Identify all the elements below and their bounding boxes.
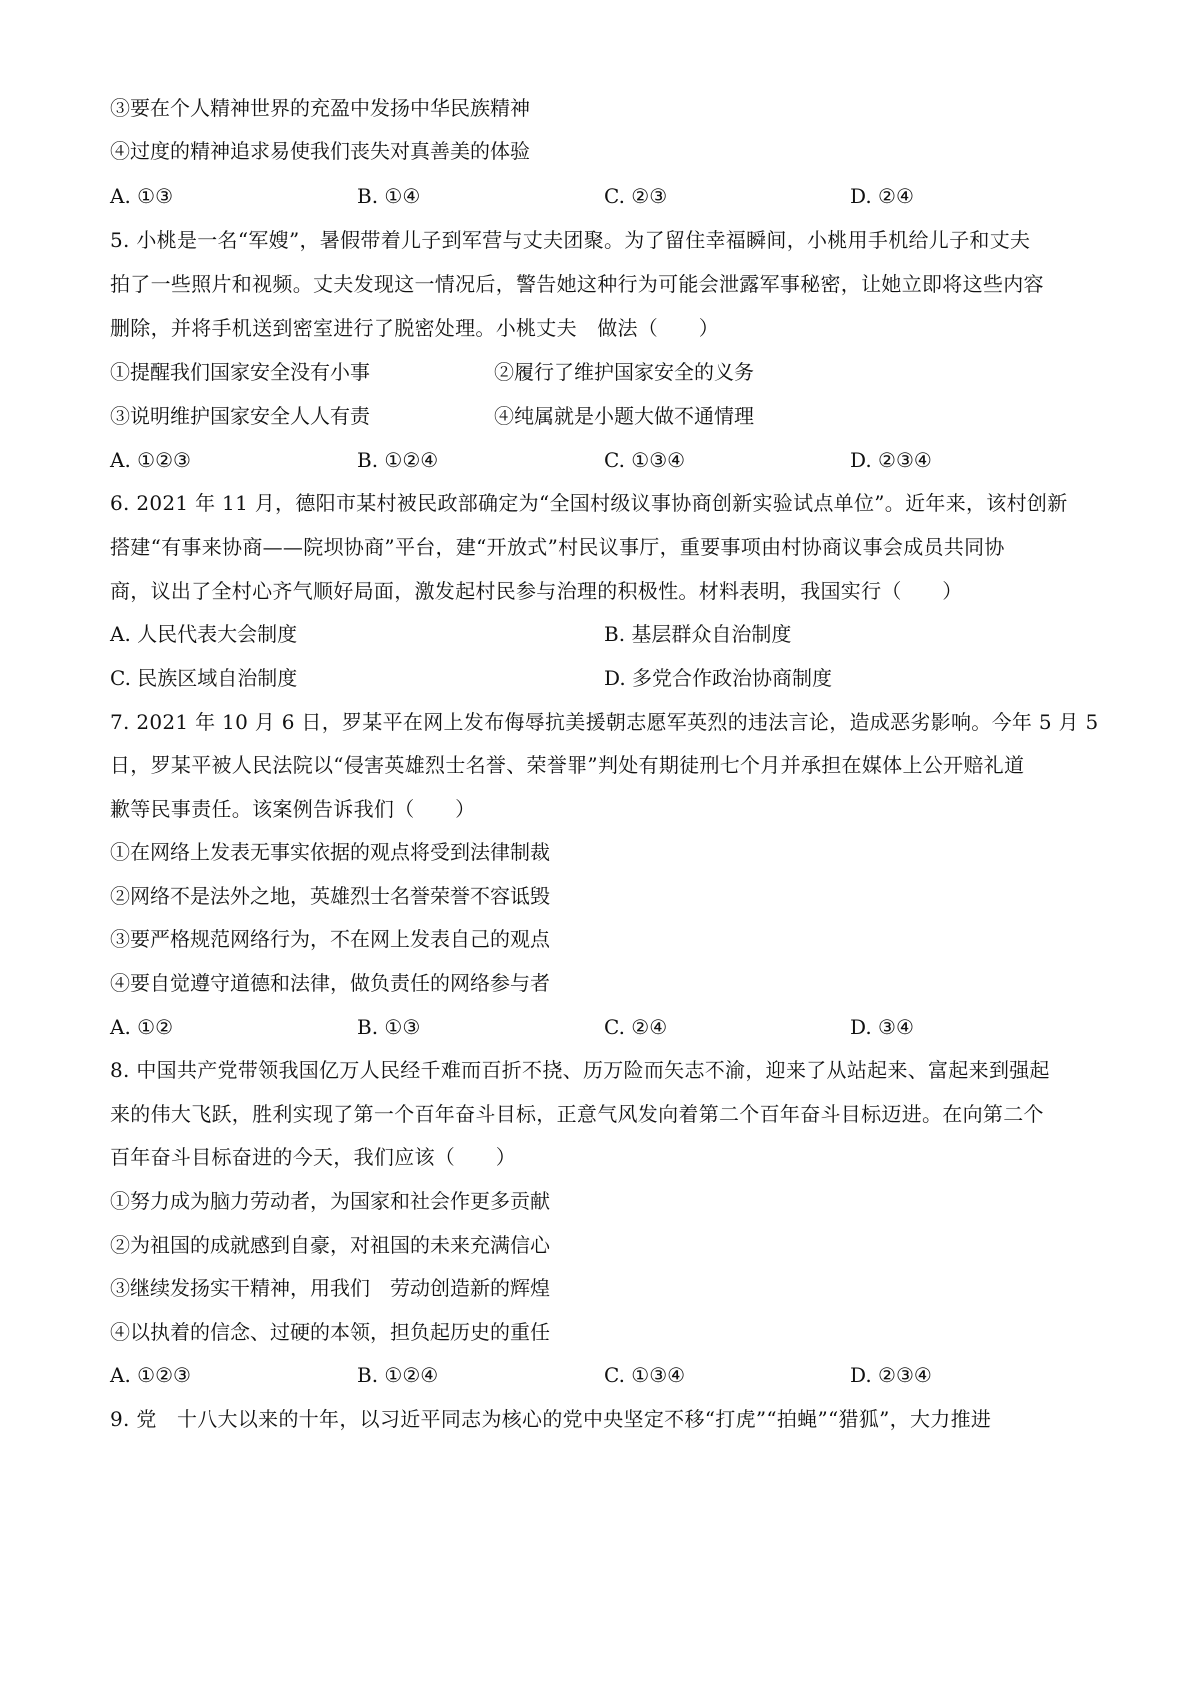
- q7-statement-2: ②网络不是法外之地，英雄烈士名誉荣誉不容诋毁: [110, 884, 550, 908]
- q4-option-d: D. ②④: [850, 184, 914, 208]
- q5-statement-1: ①提醒我们国家安全没有小事: [110, 360, 370, 384]
- q8-stem-line-3: 百年奋斗目标奋进的今天，我们应该（ ）: [110, 1145, 516, 1169]
- q8-stem-line-1: 8. 中国共产党带领我国亿万人民经千难而百折不挠、历万险而矢志不渝，迎来了从站起来、富起来到强起: [110, 1058, 1050, 1082]
- q7-option-a: A. ①②: [110, 1015, 174, 1039]
- q4-statement-4: ④过度的精神追求易使我们丧失对真善美的体验: [110, 139, 530, 163]
- q9-stem-line-1: 9. 党 十八大以来的十年，以习近平同志为核心的党中央坚定不移“打虎”“拍蝇”“猎狐”，大力推进: [110, 1407, 992, 1431]
- q6-stem-line-1: 6. 2021 年 11 月，德阳市某村被民政部确定为“全国村级议事协商创新实验试点单位”。近年来，该村创新: [110, 491, 1068, 515]
- q4-option-b: B. ①④: [357, 184, 421, 208]
- q5-option-c: C. ①③④: [604, 448, 686, 472]
- q8-option-d: D. ②③④: [850, 1363, 932, 1387]
- q8-stem-line-2: 来的伟大飞跃，胜利实现了第一个百年奋斗目标，正意气风发向着第二个百年奋斗目标迈进。在向第二个: [110, 1102, 1044, 1126]
- q8-option-b: B. ①②④: [357, 1363, 439, 1387]
- q8-statement-1: ①努力成为脑力劳动者，为国家和社会作更多贡献: [110, 1189, 550, 1213]
- q4-option-c: C. ②③: [604, 184, 668, 208]
- q5-option-d: D. ②③④: [850, 448, 932, 472]
- q7-stem-line-2: 日，罗某平被人民法院以“侵害英雄烈士名誉、荣誉罪”判处有期徒刑七个月并承担在媒体上公开赔礼道: [110, 753, 1025, 777]
- q6-option-a: A. 人民代表大会制度: [110, 622, 298, 646]
- q8-statement-3: ③继续发扬实干精神，用我们 劳动创造新的辉煌: [110, 1276, 550, 1300]
- q5-statement-2: ②履行了维护国家安全的义务: [494, 360, 754, 384]
- q7-statement-1: ①在网络上发表无事实依据的观点将受到法律制裁: [110, 840, 550, 864]
- q8-option-c: C. ①③④: [604, 1363, 686, 1387]
- q8-option-a: A. ①②③: [110, 1363, 191, 1387]
- q4-option-a: A. ①③: [110, 184, 174, 208]
- q5-statement-4: ④纯属就是小题大做不通情理: [494, 404, 754, 428]
- q7-option-c: C. ②④: [604, 1015, 668, 1039]
- q7-option-b: B. ①③: [357, 1015, 421, 1039]
- q6-option-c: C. 民族区域自治制度: [110, 666, 298, 690]
- q6-option-d: D. 多党合作政治协商制度: [604, 666, 833, 690]
- q7-statement-3: ③要严格规范网络行为，不在网上发表自己的观点: [110, 927, 550, 951]
- q7-stem-line-3: 歉等民事责任。该案例告诉我们（ ）: [110, 797, 476, 821]
- q8-statement-4: ④以执着的信念、过硬的本领，担负起历史的重任: [110, 1320, 550, 1344]
- q4-statement-3: ③要在个人精神世界的充盈中发扬中华民族精神: [110, 96, 530, 120]
- q7-option-d: D. ③④: [850, 1015, 914, 1039]
- q7-statement-4: ④要自觉遵守道德和法律，做负责任的网络参与者: [110, 971, 550, 995]
- q6-stem-line-3: 商，议出了全村心齐气顺好局面，激发起村民参与治理的积极性。材料表明，我国实行（ ）: [110, 579, 963, 603]
- q5-stem-line-1: 5. 小桃是一名“军嫂”，暑假带着儿子到军营与丈夫团聚。为了留住幸福瞬间，小桃用手机给儿子和丈夫: [110, 228, 1031, 252]
- q7-stem-line-1: 7. 2021 年 10 月 6 日，罗某平在网上发布侮辱抗美援朝志愿军英烈的违法言论，造成恶劣影响。今年 5 月 5: [110, 710, 1099, 734]
- q5-stem-line-2: 拍了一些照片和视频。丈夫发现这一情况后，警告她这种行为可能会泄露军事秘密，让她立即将这些内容: [110, 272, 1044, 296]
- q6-stem-line-2: 搭建“有事来协商——院坝协商”平台，建“开放式”村民议事厅，重要事项由村协商议事会成员共同协: [110, 535, 1005, 559]
- q5-option-b: B. ①②④: [357, 448, 439, 472]
- q5-statement-3: ③说明维护国家安全人人有责: [110, 404, 370, 428]
- q5-option-a: A. ①②③: [110, 448, 191, 472]
- q5-stem-line-3: 删除，并将手机送到密室进行了脱密处理。小桃丈夫 做法（ ）: [110, 316, 719, 340]
- q6-option-b: B. 基层群众自治制度: [604, 622, 792, 646]
- q8-statement-2: ②为祖国的成就感到自豪，对祖国的未来充满信心: [110, 1233, 550, 1257]
